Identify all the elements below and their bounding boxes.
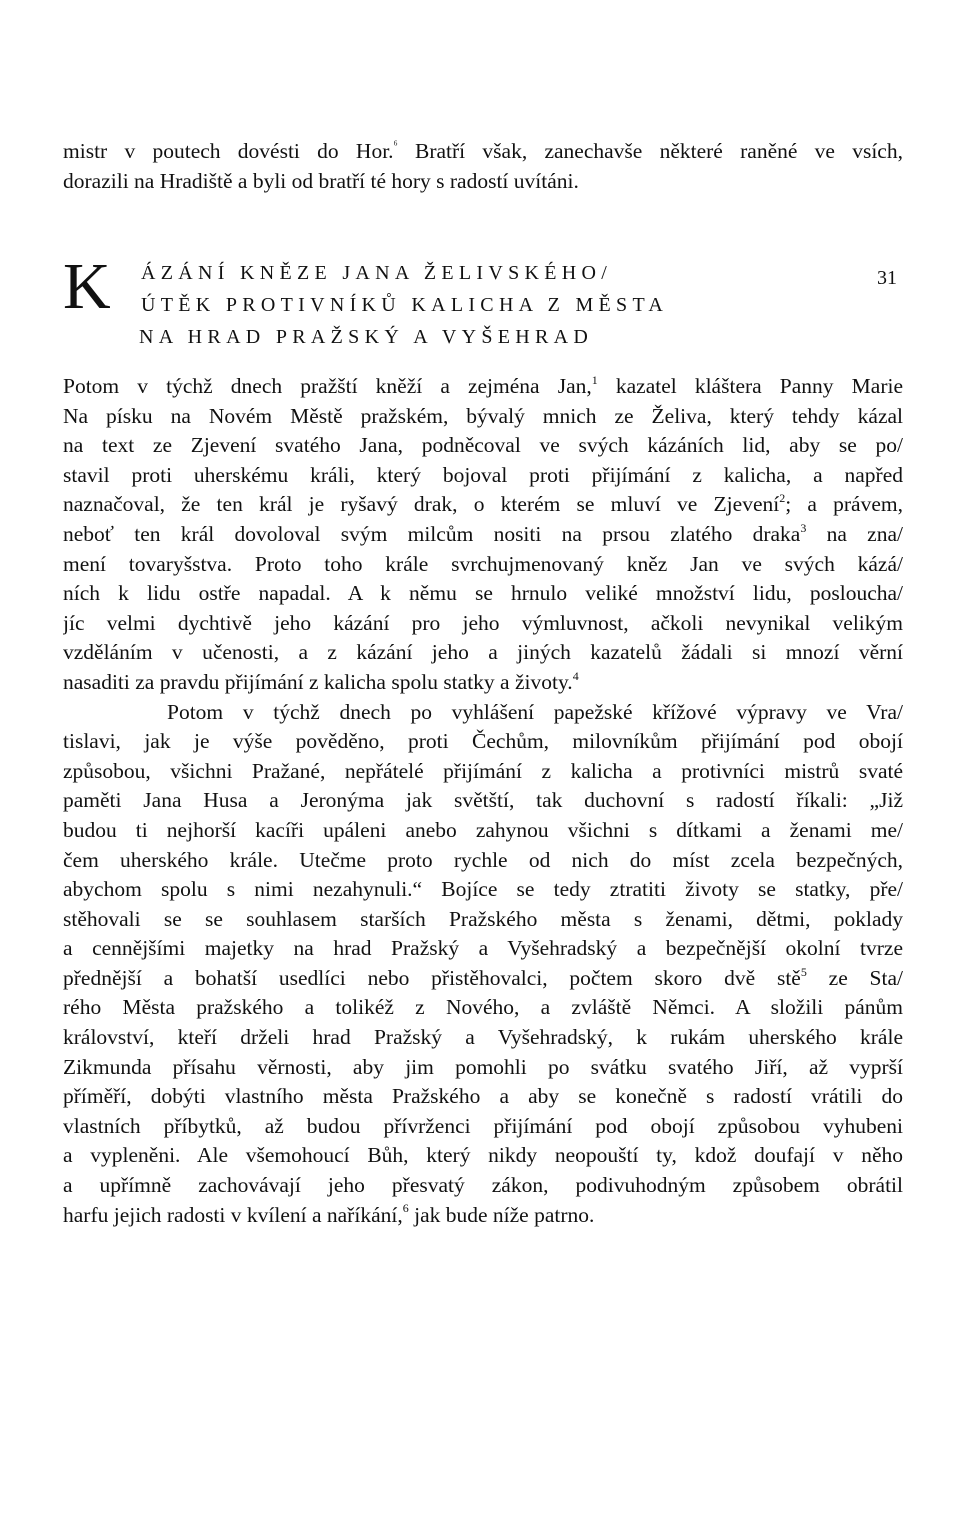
text-segment: kazatel kláštera Panny Marie — [597, 374, 903, 398]
text-line: paměti Jana Husa a Jeronýma jak světští, tak duchovní s radostí říkali: „Již — [63, 788, 903, 813]
text-line: na text ze Zjevení svatého Jana, podněcoval ve svých kázáních lid, aby se po/ — [63, 433, 903, 458]
text-line: abychom spolu s nimi nezahynuli.“ Bojíce se tedy ztratiti životy se statky, pře/ — [63, 877, 903, 902]
footnote-marker: 5 — [800, 964, 807, 979]
text-line — [63, 668, 903, 698]
footnote-marker: ⁶ — [393, 137, 398, 152]
text-segment: Potom v týchž dnech pražští kněží a zejména Jan, — [63, 374, 592, 398]
text-segment: přednější a bohatší usedlíci nebo přistěhovalci, počtem skoro dvě stě — [63, 965, 801, 990]
text-segment: Bratří však, zanechavše některé raněné ve vsích, — [397, 139, 903, 163]
footnote-marker: 4 — [572, 668, 579, 683]
text-line — [63, 964, 903, 994]
text-line: Zikmunda přísahu věrnosti, aby jim pomohli po svátku svatého Jiří, až vyprší — [63, 1054, 903, 1079]
text-line: tislavi, jak je výše pověděno, proti Čechům, milovníkům přijímání pod obojí — [63, 729, 903, 754]
body-text — [63, 372, 903, 1230]
text-line — [63, 372, 903, 402]
text-line: Potom v týchž dnech po vyhlášení papežské křížové výpravy ve Vra/ — [167, 699, 903, 724]
text-line: stavil proti uherskému králi, který bojoval proti přijímání z kalicha, a napřed — [63, 462, 903, 487]
footnote-marker: 6 — [402, 1201, 409, 1216]
heading-line-2: ÚTĚK PROTIVNÍKŮ KALICHA Z MĚSTA — [141, 294, 669, 316]
footnote-marker: 3 — [800, 520, 807, 535]
text-line — [63, 520, 903, 550]
text-line: budou ti nejhorší kacíři upáleni anebo zahynou všichni s dítkami a ženami me/ — [63, 817, 903, 842]
text-line: vlastních příbytků, až budou přívrženci přijímání pod obojí způsobou vyhubeni — [63, 1113, 903, 1138]
text-segment: ; a právem, — [785, 492, 903, 517]
text-segment: neboť ten král dovoloval svým milcům nositi na prsou zlatého draka — [63, 521, 801, 546]
chapter-heading — [63, 250, 903, 354]
text-line: vzděláním v učenosti, a z kázání jeho a jiných kazatelů žádali si mnozí věrní — [63, 640, 903, 665]
heading-line-1: ÁZÁNÍ KNĚZE JANA ŽELIVSKÉHO/ — [141, 262, 613, 284]
drop-cap: K — [63, 250, 111, 323]
text-line: a cennějšími majetky na hrad Pražský a Vyšehradský a bezpečnější okolní tvrze — [63, 936, 903, 961]
text-line: rého Města pražského a tolikéž z Nového, a zvláště Němci. A složili pánům — [63, 995, 903, 1020]
text-line: a upřímně zachovávají jeho přesvatý zákon, podivuhodným způsobem obrátil — [63, 1173, 903, 1198]
intro-paragraph — [63, 137, 903, 196]
text-segment: ze Sta/ — [806, 965, 903, 990]
text-line: stěhovali se se souhlasem starších Pražského města s ženami, dětmi, poklady — [63, 906, 903, 931]
text-segment: naznačoval, že ten král je ryšavý drak, o kterém se mluví ve Zjevení — [63, 492, 780, 517]
text-line: čem uherského krále. Utečme proto rychle od nich do míst zcela bezpečných, — [63, 847, 903, 872]
text-segment: na zna/ — [806, 521, 903, 546]
footnote-marker: 2 — [779, 491, 786, 506]
text-line: Na písku na Novém Městě pražském, bývalý mnich ze Želiva, který tehdy kázal — [63, 403, 903, 428]
text-line: mení tovaryšstva. Proto toho krále svrchujmenovaný kněz Jan ve svých kázá/ — [63, 551, 903, 576]
text-line — [63, 490, 903, 520]
text-line: a vypleněni. Ale všemohoucí Bůh, který nikdy neopouští ty, kdož doufají v něho — [63, 1143, 903, 1168]
text-segment: nasaditi za pravdu přijímání z kalicha spolu statky a životy. — [63, 669, 573, 694]
page-number: 31 — [877, 267, 897, 289]
text-line: příměří, dobýti vlastního města Pražského a aby se konečně s radostí vrátili do — [63, 1084, 903, 1109]
text-line: ních k lidu ostře napadal. A k němu se hrnulo veliké množství lidu, posloucha/ — [63, 581, 903, 606]
text-line: jíc velmi dychtivě jeho kázání pro jeho výmluvnost, ačkoli nevynikal velikým — [63, 610, 903, 635]
text-segment: mistr v poutech dovésti do Hor. — [63, 139, 394, 163]
text-line: království, kteří drželi hrad Pražský a Vyšehradský, k rukám uherského krále — [63, 1025, 903, 1050]
text-line — [63, 1201, 903, 1231]
text-line: způsobou, všichni Pražané, nepřátelé přijímání z kalicha a protivníci mistrů svaté — [63, 758, 903, 783]
text-line: dorazili na Hradiště a byli od bratří té hory s radostí uvítáni. — [63, 168, 579, 193]
heading-line-3: NA HRAD PRAŽSKÝ A VYŠEHRAD — [139, 326, 594, 348]
text-line — [63, 137, 903, 167]
footnote-marker: 1 — [591, 372, 598, 387]
text-segment: jak bude níže patrno. — [408, 1202, 595, 1227]
text-segment: harfu jejich radosti v kvílení a naříkání, — [63, 1202, 403, 1227]
